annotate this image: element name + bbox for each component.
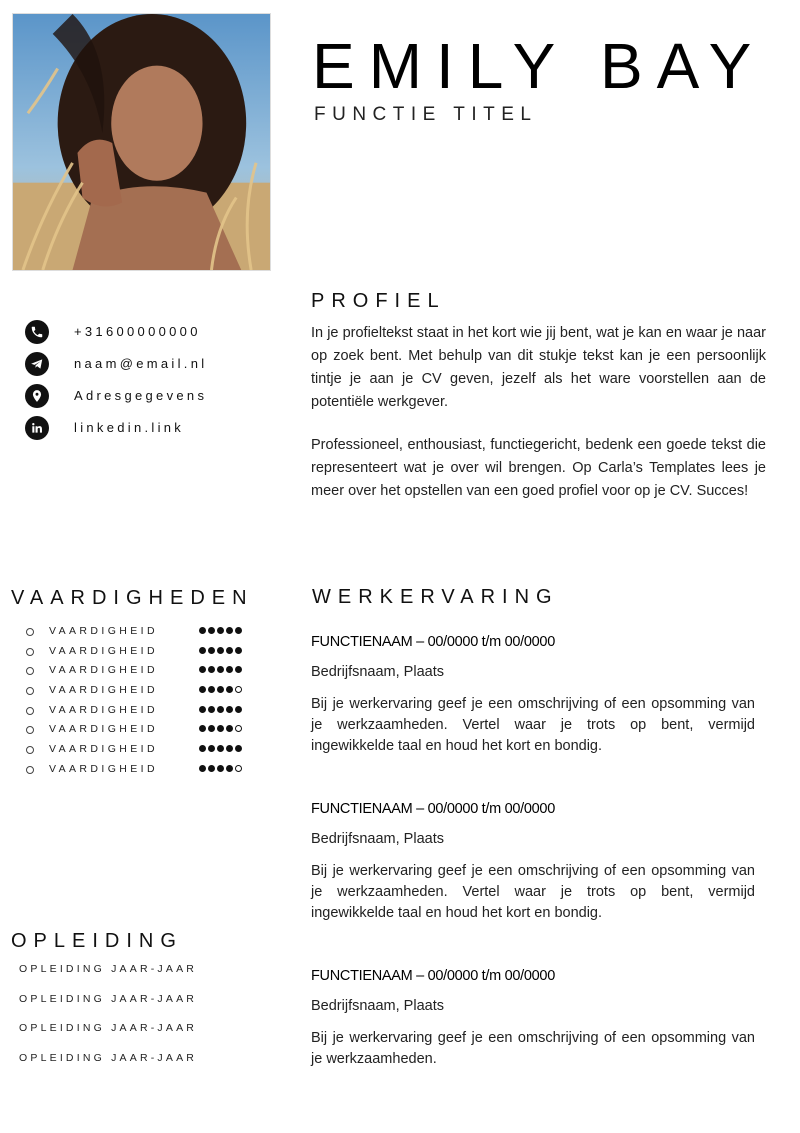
experience-heading: WERKERVARING <box>312 586 559 608</box>
circle-bullet-icon <box>26 648 34 656</box>
education-heading: OPLEIDING <box>11 930 183 952</box>
skill-label: VAARDIGHEID <box>49 625 158 637</box>
skill-rating <box>199 745 242 752</box>
phone-icon <box>25 320 49 344</box>
job-function-title: FUNCTIENAAM – 00/0000 t/m 00/0000 <box>311 801 555 817</box>
job-title: FUNCTIE TITEL <box>314 104 538 125</box>
skill-label: VAARDIGHEID <box>49 684 158 697</box>
job-description: Bij je werkervaring geef je een omschrijving of een opsomming van je werkzaamheden. <box>311 1030 755 1067</box>
skill-rating <box>199 627 242 634</box>
education-list <box>19 963 279 1082</box>
rating-dot-filled <box>235 647 242 654</box>
skills-heading: VAARDIGHEDEN <box>11 587 254 609</box>
skills-list <box>24 622 264 780</box>
rating-dot-filled <box>208 706 215 713</box>
rating-dot-filled <box>235 706 242 713</box>
rating-dot-filled <box>208 765 215 772</box>
skill-rating <box>199 765 242 772</box>
rating-dot-filled <box>217 765 224 772</box>
skill-rating <box>199 647 242 654</box>
skill-row <box>24 701 264 721</box>
rating-dot-filled <box>217 725 224 732</box>
rating-dot-empty <box>235 765 242 772</box>
skill-label: VAARDIGHEID <box>49 703 158 716</box>
contact-address-text: Adresgegevens <box>74 388 208 403</box>
experience-item <box>311 632 755 799</box>
skill-label: VAARDIGHEID <box>49 644 158 657</box>
rating-dot-filled <box>217 647 224 654</box>
rating-dot-filled <box>217 706 224 713</box>
circle-bullet-icon <box>26 726 34 734</box>
circle-bullet-icon <box>26 766 34 774</box>
profile-paragraph: In je profieltekst staat in het kort wie jij bent, wat je kan en waar je naar op zoek bent. Met behulp van dit stukje tekst kan je een persoonlijk tintje je aan je CV geven, jezelf als het ware voorstellen aan de potentiële werkgever. <box>311 325 766 410</box>
education-item: OPLEIDING JAAR-JAAR <box>19 1052 198 1065</box>
education-item: OPLEIDING JAAR-JAAR <box>19 992 198 1005</box>
contact-email[interactable] <box>25 350 275 382</box>
experience-item <box>311 799 755 966</box>
rating-dot-filled <box>208 745 215 752</box>
job-description: Bij je werkervaring geef je een omschrijving of een opsomming van je werkzaamheden. Vertel waar je trots op bent, vermijd ingewikkelde taal en houd het kort en bondig. <box>311 863 755 921</box>
rating-dot-filled <box>235 666 242 673</box>
skill-row <box>24 740 264 760</box>
rating-dot-filled <box>226 666 233 673</box>
rating-dot-filled <box>235 745 242 752</box>
portrait-photo <box>13 14 270 270</box>
job-company: Bedrijfsnaam, Plaats <box>311 998 444 1014</box>
skill-label: VAARDIGHEID <box>49 743 158 756</box>
skill-rating <box>199 706 242 713</box>
circle-bullet-icon <box>26 628 34 636</box>
telegram-icon <box>25 352 49 376</box>
rating-dot-filled <box>235 627 242 634</box>
rating-dot-filled <box>226 706 233 713</box>
rating-dot-filled <box>208 686 215 693</box>
rating-dot-filled <box>199 725 206 732</box>
rating-dot-filled <box>208 725 215 732</box>
skill-label: VAARDIGHEID <box>49 762 158 775</box>
rating-dot-filled <box>199 627 206 634</box>
skill-label: VAARDIGHEID <box>49 723 158 736</box>
job-company: Bedrijfsnaam, Plaats <box>311 664 444 680</box>
profile-photo <box>12 13 271 271</box>
rating-dot-filled <box>226 765 233 772</box>
skill-row <box>24 661 264 681</box>
experience-item <box>311 966 755 1133</box>
experience-list <box>311 632 755 1133</box>
job-function-title: FUNCTIENAAM – 00/0000 t/m 00/0000 <box>311 968 555 984</box>
circle-bullet-icon <box>26 667 34 675</box>
rating-dot-filled <box>199 745 206 752</box>
rating-dot-filled <box>226 725 233 732</box>
job-company: Bedrijfsnaam, Plaats <box>311 831 444 847</box>
rating-dot-empty <box>235 725 242 732</box>
contact-phone[interactable] <box>25 318 275 350</box>
skill-row <box>24 622 264 642</box>
rating-dot-filled <box>208 647 215 654</box>
profile-heading: PROFIEL <box>311 290 446 312</box>
rating-dot-filled <box>226 647 233 654</box>
contact-list <box>25 318 275 446</box>
rating-dot-filled <box>226 686 233 693</box>
job-function-title: FUNCTIENAAM – 00/0000 t/m 00/0000 <box>311 634 555 650</box>
rating-dot-filled <box>226 627 233 634</box>
skill-row <box>24 760 264 780</box>
skill-rating <box>199 686 242 693</box>
rating-dot-filled <box>199 706 206 713</box>
rating-dot-filled <box>199 686 206 693</box>
job-description: Bij je werkervaring geef je een omschrijving of een opsomming van je werkzaamheden. Vertel waar je trots op bent, vermijd ingewikkelde taal en houd het kort en bondig. <box>311 696 755 754</box>
skill-label: VAARDIGHEID <box>49 664 158 677</box>
rating-dot-filled <box>217 686 224 693</box>
rating-dot-filled <box>208 627 215 634</box>
rating-dot-filled <box>226 745 233 752</box>
contact-email-text: naam@email.nl <box>74 356 208 371</box>
education-item: OPLEIDING JAAR-JAAR <box>19 1022 198 1035</box>
skill-row <box>24 681 264 701</box>
profile-paragraph: Professioneel, enthousiast, functiegericht, bedenk een goede tekst die representeert wat je over wil brengen. Op Carla’s Templates lees je meer over het opstellen van een goed profiel voor op je CV. Succes! <box>311 437 766 499</box>
rating-dot-filled <box>208 666 215 673</box>
education-item: OPLEIDING JAAR-JAAR <box>19 963 198 975</box>
contact-phone-text: +31600000000 <box>74 324 201 339</box>
rating-dot-empty <box>235 686 242 693</box>
rating-dot-filled <box>199 765 206 772</box>
rating-dot-filled <box>199 647 206 654</box>
contact-address <box>25 382 275 414</box>
contact-linkedin[interactable] <box>25 414 275 446</box>
contact-linkedin-text: linkedin.link <box>74 420 185 435</box>
circle-bullet-icon <box>26 707 34 715</box>
skill-rating <box>199 725 242 732</box>
rating-dot-filled <box>217 666 224 673</box>
candidate-name: EMILY BAY <box>312 30 766 102</box>
rating-dot-filled <box>217 745 224 752</box>
rating-dot-filled <box>217 627 224 634</box>
circle-bullet-icon <box>26 687 34 695</box>
linkedin-icon <box>25 416 49 440</box>
profile-text <box>311 322 766 523</box>
circle-bullet-icon <box>26 746 34 754</box>
rating-dot-filled <box>199 666 206 673</box>
skill-row <box>24 720 264 740</box>
location-pin-icon <box>25 384 49 408</box>
skill-row <box>24 642 264 662</box>
skill-rating <box>199 666 242 673</box>
